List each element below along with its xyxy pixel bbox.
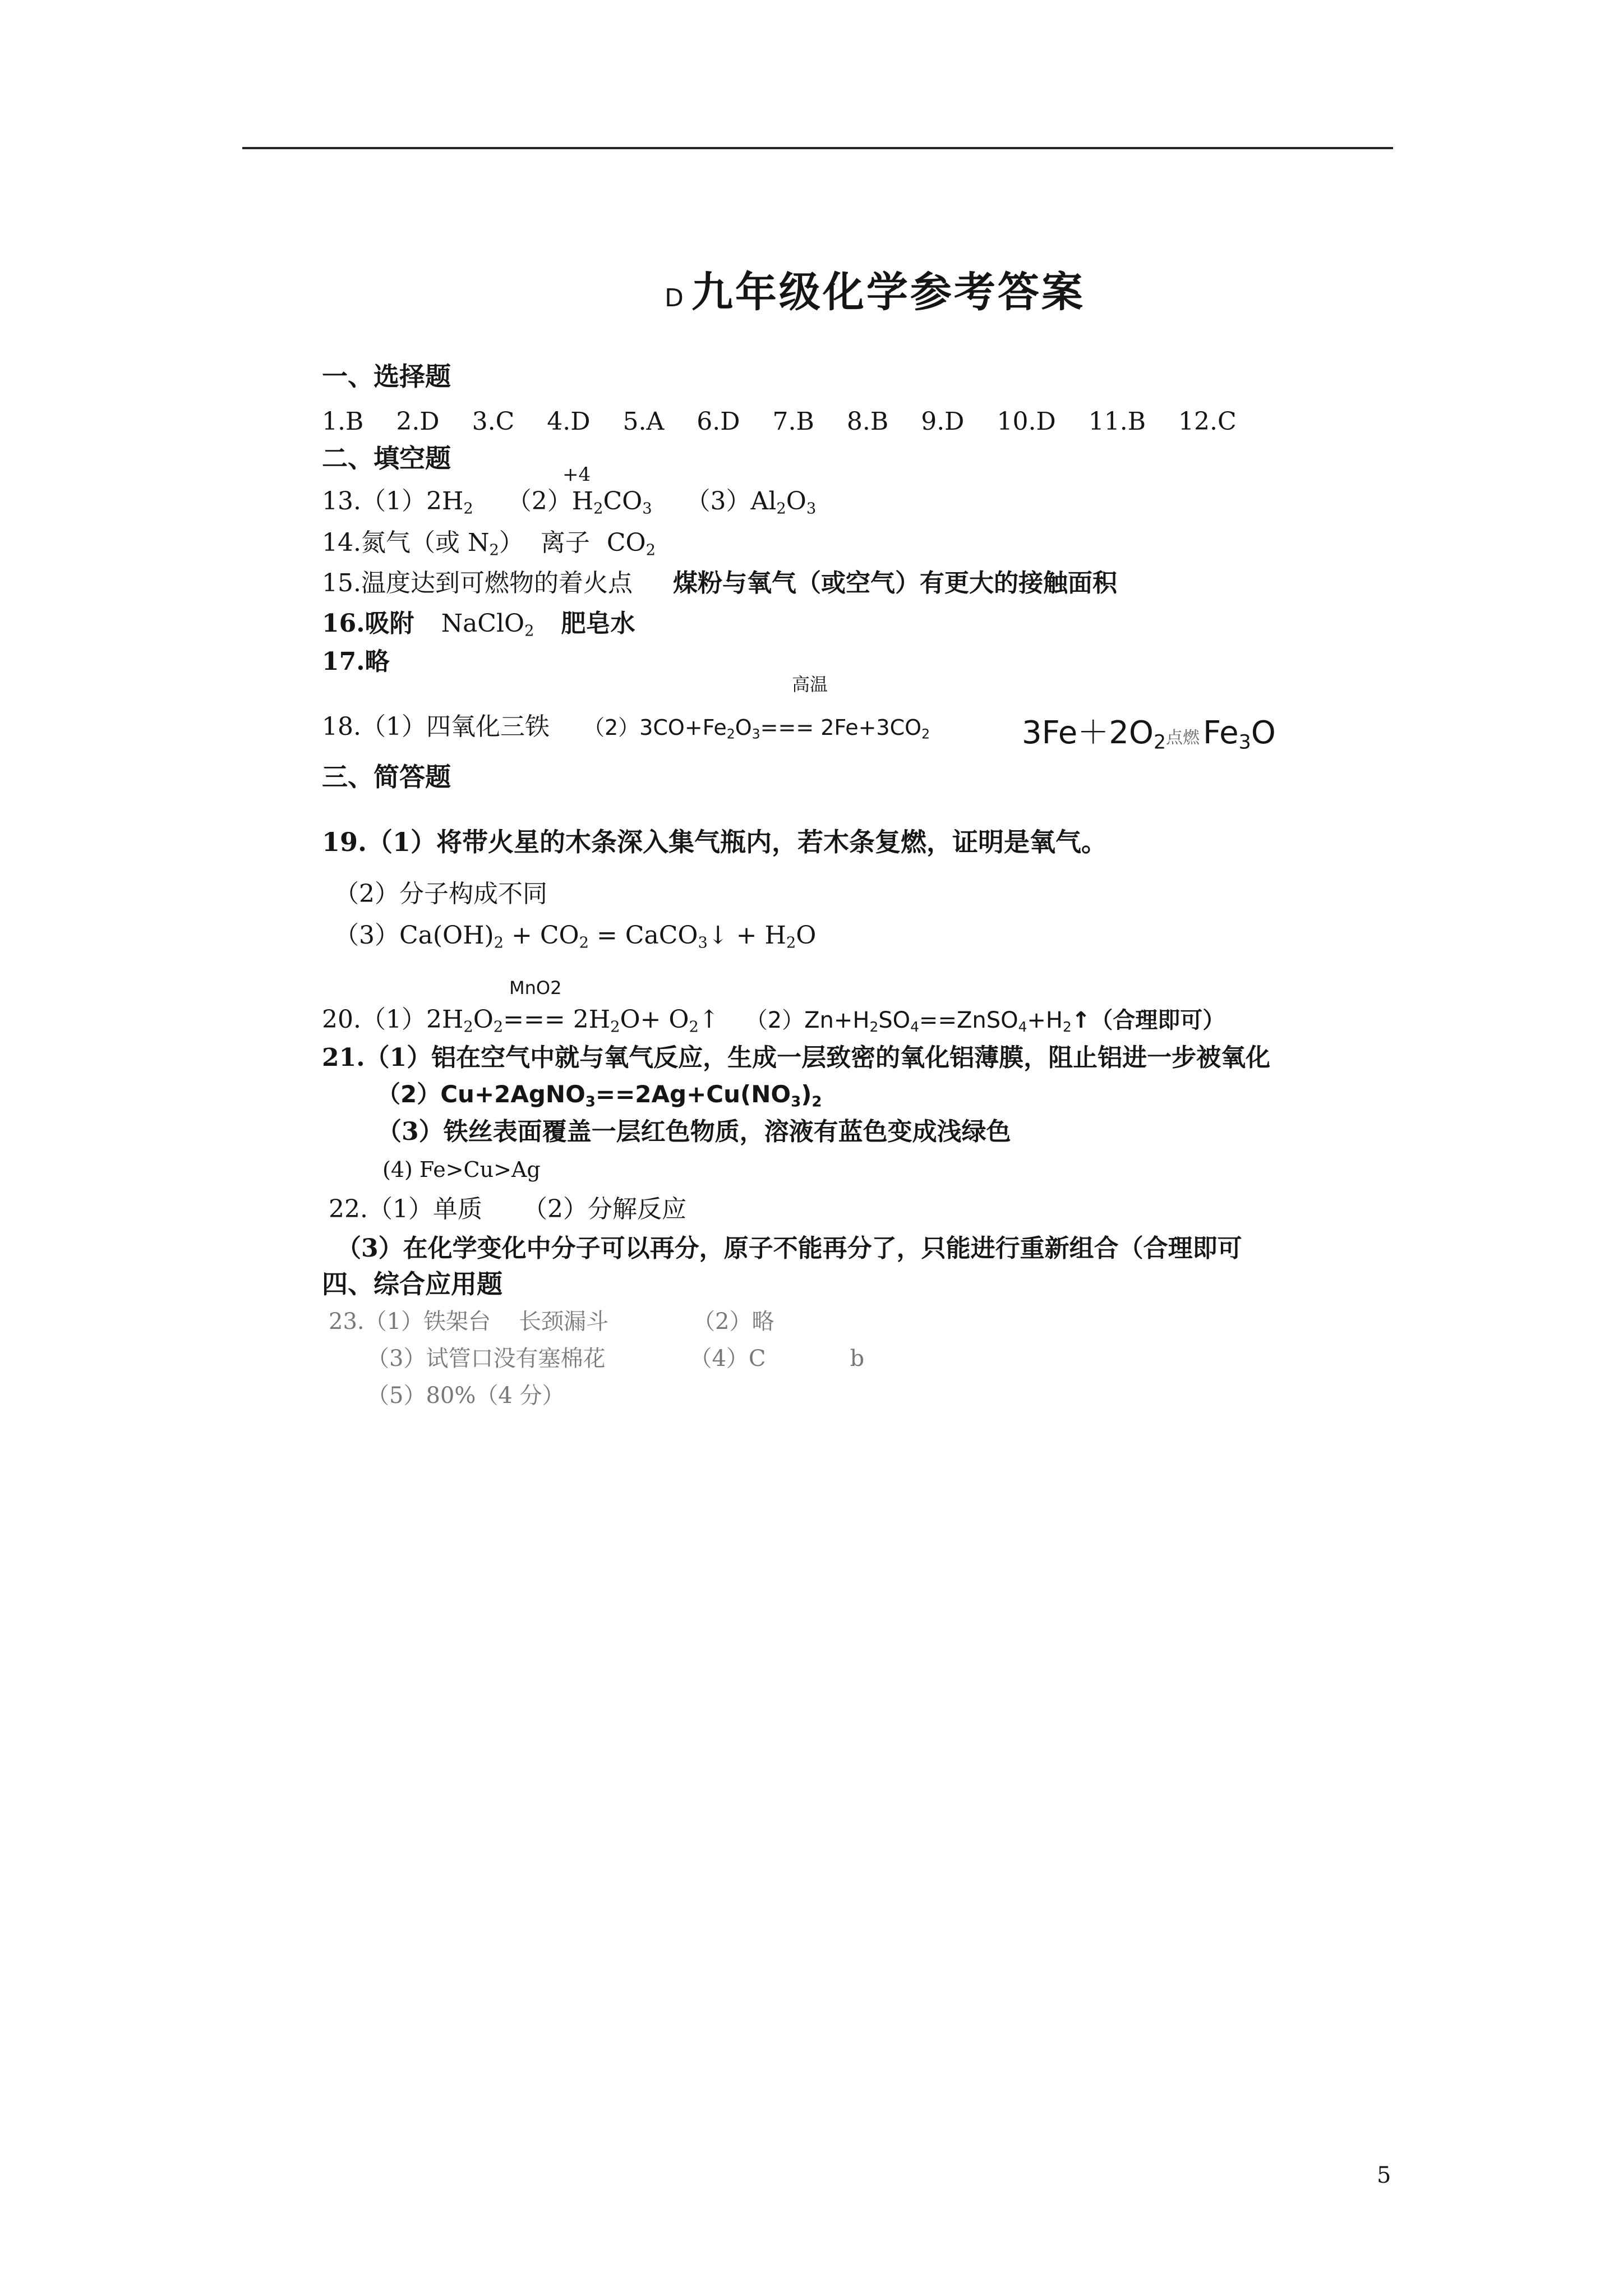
answer-22-line2: （3）在化学变化中分子可以再分，原子不能再分了，只能进行重新组合（合理即可 (336, 1234, 1242, 1263)
answer-16-c: 肥皂水 (561, 609, 635, 638)
mcq-answer: 3.C (472, 407, 515, 436)
answer-23-line3: （5）80%（4 分） (367, 1383, 565, 1409)
page-title (665, 259, 1085, 319)
answer-19-line2: （2）分子构成不同 (334, 880, 547, 908)
answer-23-f: b (850, 1346, 865, 1372)
answer-15-a: 15.温度达到可燃物的着火点 (322, 569, 633, 597)
mcq-answer: 8.B (846, 407, 889, 436)
answer-23-d: （3）试管口没有塞棉花 (367, 1346, 606, 1372)
answer-15-b: 煤粉与氧气（或空气）有更大的接触面积 (672, 569, 1117, 597)
answer-18-part2-mid: O (735, 715, 752, 740)
answer-20-j: ↑（合理即可） (1071, 1007, 1225, 1033)
mcq-answer: 5.A (623, 407, 665, 436)
answer-18-equation-condition: 点燃 (1166, 728, 1200, 748)
answer-20-i: +H (1027, 1007, 1063, 1033)
answer-18-condition: 高温 (792, 674, 828, 695)
answer-18-part1: 18.（1）四氧化三铁 (322, 712, 550, 741)
answer-21-line1: 21.（1）铝在空气中就与氧气反应，生成一层致密的氧化铝薄膜，阻止铝进一步被氧化 (322, 1043, 1271, 1072)
answer-20-c: === 2H (503, 1005, 611, 1034)
answer-23-a: 23.（1）铁架台 (329, 1309, 491, 1335)
mcq-answer: 12.C (1178, 407, 1237, 436)
page-number: 5 (1377, 2162, 1391, 2188)
answer-20-a: 20.（1）2H (322, 1005, 464, 1034)
answer-22-a: 22.（1）单质 (329, 1195, 482, 1223)
mcq-answer: 6.D (697, 407, 740, 436)
mcq-answer: 9.D (921, 407, 965, 436)
answer-23-line1 (329, 1310, 774, 1333)
valence-mark: +4 (562, 463, 591, 486)
answer-13-part2: （2）H (506, 487, 594, 516)
answer-20-b: O (473, 1005, 494, 1034)
answer-14-b: ） (499, 528, 524, 557)
answer-20-h: ==ZnSO (919, 1007, 1018, 1033)
answer-17: 17.略 (322, 647, 390, 676)
section-heading-fill: 二、填空题 (322, 443, 451, 473)
answer-23-c: （2）略 (693, 1309, 774, 1335)
answer-18-equation-rhs-o: O (1251, 715, 1276, 751)
answer-19-line1: 19.（1）将带火星的木条深入集气瓶内，若木条复燃，证明是氧气。 (322, 827, 1108, 857)
answer-16: 16.吸附 NaClO$_2$ 肥皂水 (322, 609, 635, 640)
answer-13-part3: （3）Al (685, 487, 777, 516)
answer-19-line3: $(3)Ca(OH)_2 + CO_2$ = CaCO$_3$↓ + $H_2O$ (334, 921, 817, 952)
answer-15 (322, 571, 1117, 596)
section-heading-short-answer: 三、简答题 (322, 762, 451, 792)
mcq-answer: 1.B (322, 407, 364, 436)
answer-21-l2-c: ) (801, 1080, 812, 1108)
answer-19-l3-d: ↓ + H (707, 921, 786, 950)
answer-13-part1: 13.（1）2H (322, 487, 464, 516)
answer-18-equation-lhs: 3Fe＋2O (1022, 715, 1154, 751)
answer-20: $20.(1)2H_2O_2=== 2H_2O+$ $O_2↑$ $(2)Zn+H_2SO_4==ZnSO_4+H_2↑$（合理即可） (322, 1005, 1225, 1036)
answer-19-l3-b: + CO (504, 921, 579, 950)
answer-18: 18.（1）四氧化三铁 $(2)3CO+Fe_2O_3=== 2Fe+3CO_2$ (322, 712, 930, 742)
mcq-answer: 2.D (396, 407, 440, 436)
answer-18-equation-rhs: Fe (1203, 715, 1239, 751)
answer-14-c: 离子 (540, 528, 590, 557)
answer-22-line1 (329, 1197, 686, 1222)
answer-22-b: （2）分解反应 (522, 1195, 686, 1223)
title-text: 九年级化学参考答案 (691, 268, 1085, 316)
mcq-answer: 11.B (1088, 407, 1146, 436)
answer-19-l3-c: = CaCO (588, 921, 698, 950)
answer-21-line3: （3）铁丝表面覆盖一层红色物质，溶液有蓝色变成浅绿色 (377, 1117, 1011, 1146)
answer-20-g: SO (878, 1007, 911, 1033)
answer-14-d: CO (606, 528, 646, 557)
mcq-answer: 4.D (547, 407, 591, 436)
mcq-answer: 7.B (772, 407, 814, 436)
answer-20-catalyst: MnO2 (509, 977, 562, 999)
answer-19-l3-a: （3）Ca(OH) (334, 921, 494, 950)
answer-13-part2-tail: CO (603, 487, 643, 516)
mcq-answers (322, 409, 1269, 434)
answer-18-equation: $3Fe+2O_2$点燃 $Fe_3O$ (1022, 715, 1276, 754)
answer-20-e: ↑ (698, 1005, 720, 1034)
answer-23-line2 (367, 1347, 864, 1370)
answer-21-l2-a: （2）Cu+2AgNO (377, 1080, 585, 1108)
mcq-answer: 10.D (997, 407, 1056, 436)
answer-21-line2: $(2)Cu+2AgNO_3==2Ag+Cu(NO_3)_2$ (377, 1080, 822, 1111)
answer-16-a: 16.吸附 (322, 609, 414, 638)
answer-20-d: O+ O (620, 1005, 689, 1034)
answer-18-part2: （2）3CO+Fe (583, 715, 727, 740)
answer-18-part2-tail: === 2Fe+3CO (760, 715, 922, 740)
answer-21-l2-b: ==2Ag+Cu(NO (595, 1080, 791, 1108)
title-prefix: D (665, 284, 686, 312)
answer-14: 14.氮气（或 $N_2$） 离子 $CO_2$ (322, 528, 656, 559)
answer-16-b: NaClO (441, 609, 525, 638)
section-heading-choice: 一、选择题 (322, 361, 451, 392)
header-rule (242, 147, 1393, 149)
answer-19-l3-e: O (796, 921, 817, 950)
answer-23-b: 长颈漏斗 (519, 1309, 609, 1335)
answer-23-e: （4）C (689, 1346, 766, 1372)
answer-13-part3-mid: O (786, 487, 806, 516)
answer-21-line4: (4) Fe>Cu>Ag (382, 1157, 541, 1182)
answer-13: $13.(1)2H_2$ $(2)H_2CO_3$ $(3)Al_2O_3$ (322, 487, 817, 518)
answer-14-a: 14.氮气（或 N (322, 528, 490, 557)
section-heading-comprehensive: 四、综合应用题 (322, 1269, 502, 1299)
answer-20-f: （2）Zn+H (745, 1007, 870, 1033)
